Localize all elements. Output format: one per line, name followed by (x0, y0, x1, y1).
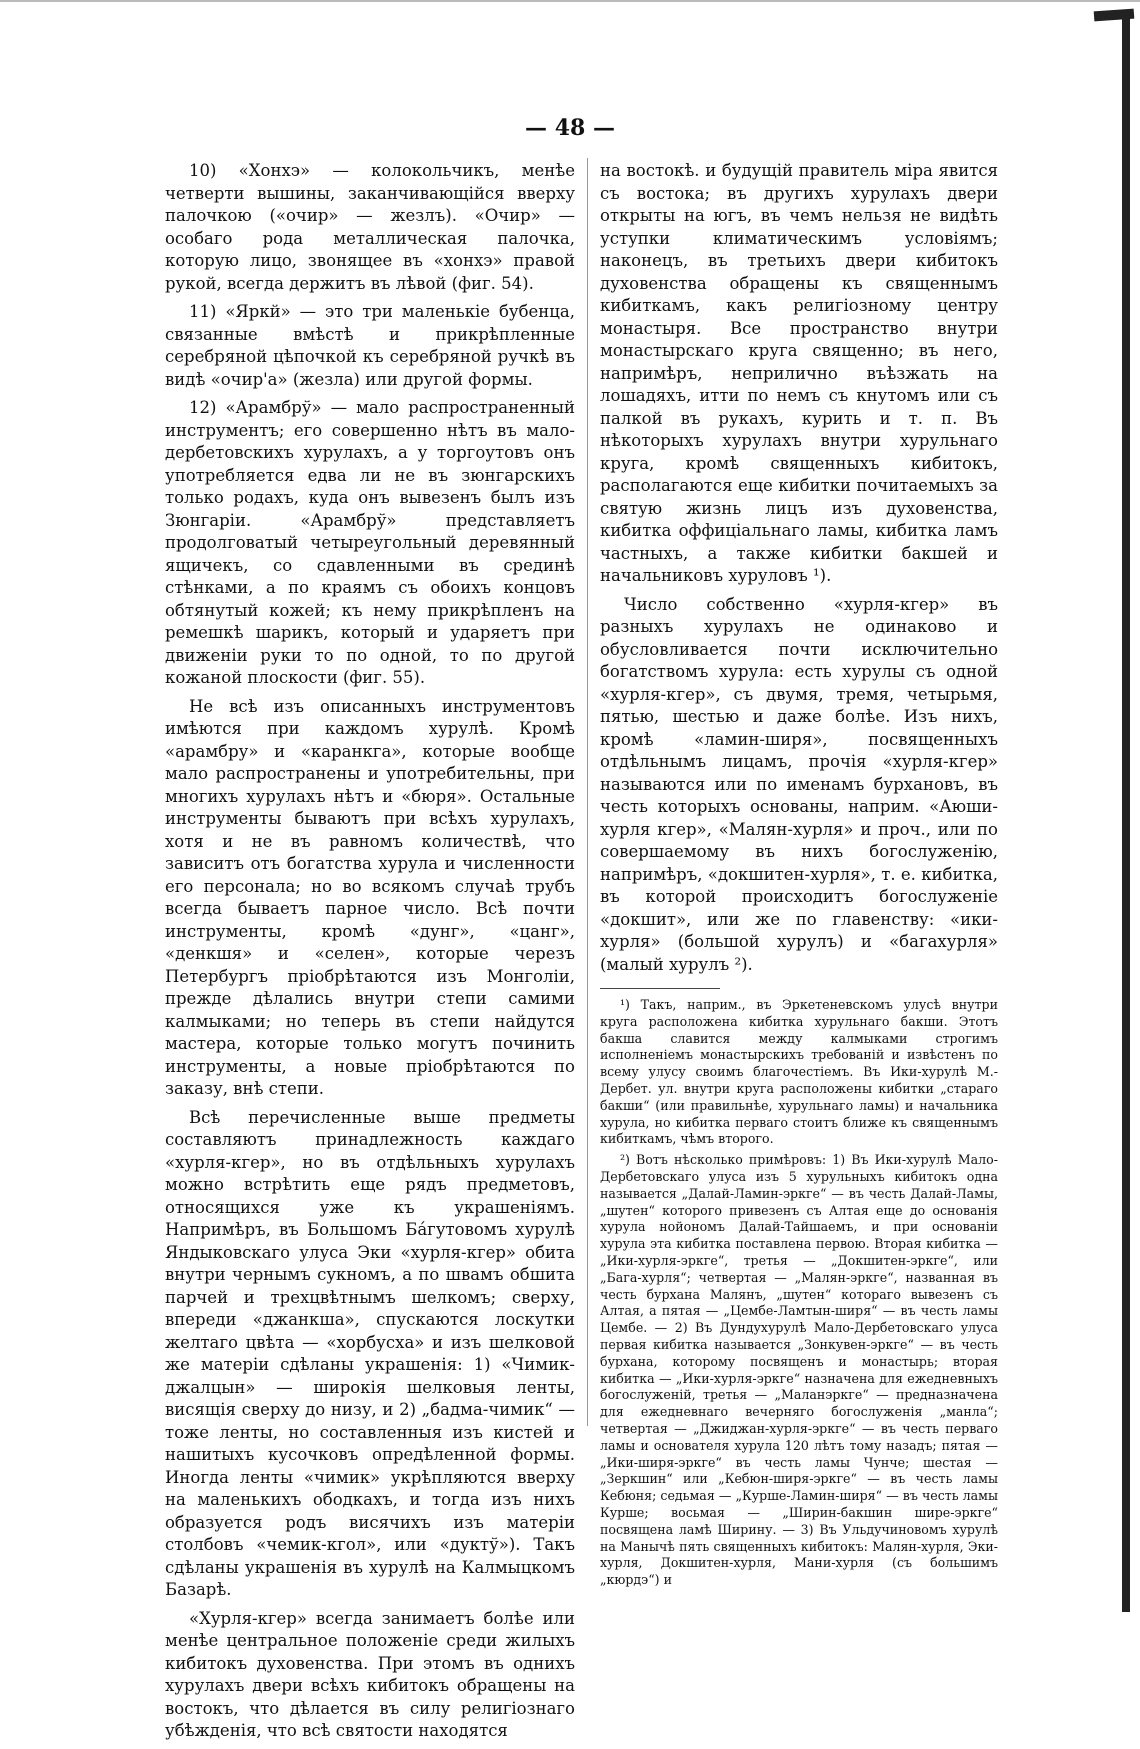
paragraph: Число собственно «хурля-кгер» въ разныхъ хурулахъ не одинаково и обусловливается почти исключительно богатствомъ хурула: есть хурулы съ одной «хурля-кгер», съ двумя, тремя, четырьмя, пятью, шестью и даже болѣе. Изъ нихъ, кромѣ «ламин-ширя», посвященныхъ отдѣльнымъ лицамъ, прочія «хурля-кгер» называются или по именамъ бурхановъ, въ честь которыхъ основаны, наприм. «Аюши-хурля кгер», «Малян-хурля» и проч., или по совершаемому въ нихъ богослуженію, напримѣръ, «докшитен-хурля», т. е. кибитка, въ которой происходитъ богослуженіе «докшит», или же по главенству: «ики-хурля» (большой хурулъ) и «багахурля» (малый хурулъ ²). (600, 594, 998, 974)
scan-edge-right (1122, 12, 1130, 1612)
page-number: — 48 — (525, 115, 615, 141)
paragraph: на востокѣ. и будущій правитель міра явится съ востока; въ другихъ хурулахъ двери открыты на югъ, въ чемъ нельзя не видѣть уступки климатическимъ условіямъ; наконецъ, въ третьихъ двери кибитокъ духовенства обращены къ священнымъ кибиткамъ, какъ религіозному центру монастыря. Все пространство внутри монастырскаго круга священно; въ него, напримѣръ, неприлично въѣзжать на лошадяхъ, итти по немъ съ кнутомъ или съ палкой въ рукахъ, курить и т. п. Въ нѣкоторыхъ хурулахъ внутри хурульнаго круга, кромѣ священныхъ кибитокъ, располагаются еще кибитки почитаемыхъ за святую жизнь лицъ изъ духовенства, кибитка оффиціальнаго ламы, кибитка ламъ частныхъ, а также кибитки бакшей и начальниковъ хуруловъ ¹). (600, 161, 998, 585)
paragraph: Не всѣ изъ описанныхъ инструментовъ имѣются при каждомъ хурулѣ. Кромѣ «арамбру» и «каранкга», которые вообще мало распространены и употребительны, при многихъ хурулахъ нѣтъ и «бюря». Остальные инструменты бываютъ при всѣхъ хурулахъ, хотя и не въ равномъ количествѣ, что зависитъ отъ богатства хурула и численности его персонала; но во всякомъ случаѣ трубъ всегда бываетъ парное число. Всѣ почти инструменты, кромѣ «дунг», «цанг», «денкшя» и «селен», которые черезъ Петербургъ пріобрѣтаются изъ Монголіи, прежде дѣлались внутри степи самими калмыками; но теперь въ степи найдутся мастера, которые только могутъ починить инструменты, а новые пріобрѣтаются по заказу, внѣ степи. (165, 696, 575, 1098)
footnote: ²) Вотъ нѣсколько примѣровъ: 1) Въ Ики-хурулѣ Мало-Дербетовскаго улуса изъ 5 хурульныхъ кибитокъ одна называется „Далай-Ламин-эркге“ — въ честь Далай-Ламы, „шутен“ которого привезенъ съ Алтая еще до основанія хурула нойономъ Далай-Тайшаемъ, и при основаніи хурула эта кибитка поставлена первою. Вторая кибитка — „Ики-хурля-эркге“, третья — „Докшитен-эркге“, или „Бага-хурля“; четвертая — „Малян-эркге“, названная въ честь бурхана Малянъ, „шутен“ котораго вывезенъ съ Алтая, а пятая — „Цембе-Ламтын-ширя“ — въ честь ламы Цембе. — 2) Въ Дундухурулѣ Мало-Дербетовскаго улуса первая кибитка называется „Зонкувен-эркге“ — въ честь бурхана, которому посвященъ и монастырь; вторая кибитка — „Ики-хурля-эркге“ назначена для ежедневныхъ богослуженій, третья — „Маланэркге“ — предназначена для ежедневнаго вечерняго богослуженія „манла“; четвертая — „Джиджан-хурля-эркге“ — въ честь перваго ламы и основателя хурула 120 лѣтъ тому назадъ; пятая — „Ики-ширя-эркге“ въ честь ламы Чунче; шестая — „Зеркшин“ или „Кебюн-ширя-эркге“ — въ честь ламы Кебюня; седьмая — „Курше-Ламин-ширя“ — въ честь ламы Курше; восьмая — „Ширин-бакшин шире-эркге“ посвящена ламѣ Ширину. — 3) Въ Ульдучиновомъ хурулѣ на Манычѣ пять священныхъ кибитокъ: Малян-хурля, Эки-хурля, Докшитен-хурля, Мани-хурля (съ большимъ „кюрдэ“) и (600, 1152, 998, 1588)
left-column (165, 160, 575, 1749)
paragraph: 11) «Яркй» — это три маленькіе бубенца, связанные вмѣстѣ и прикрѣпленные серебряной цѣпочкой къ серебряной ручкѣ въ видѣ «очир'а» (жезла) или другой формы. (165, 302, 575, 389)
paragraph: Всѣ перечисленные выше предметы составляютъ принадлежность каждаго «хурля-кгер», но въ отдѣльныхъ хурулахъ можно встрѣтить еще рядъ предметовъ, относящихся уже къ украшеніямъ. Напримѣръ, въ Большомъ Бáгутовомъ хурулѣ Яндыковскаго улуса Эки «хурля-кгер» обита внутри чернымъ сукномъ, а по швамъ обшита парчей и трехцвѣтнымъ шелкомъ; сверху, впереди «джанкша», спускаются лоскутки желтаго цвѣта — «хорбусха» и изъ шелковой же матеріи сдѣланы украшенія: 1) «Чимик-джалцын» — широкія шелковыя ленты, висящія сверху до низу, и 2) „бадма-чимик“ — тоже ленты, но составленныя изъ кистей и нашитыхъ кусочковъ опредѣленной формы. Иногда ленты «чимик» укрѣпляются вверху на маленькихъ ободкахъ, и тогда изъ нихъ образуется родъ висячихъ изъ матеріи столбовъ «чемик-кгол», или «дуктў»). Такъ сдѣланы украшенія въ хурулѣ на Калмыцкомъ Базарѣ. (165, 1107, 575, 1599)
footnotes (600, 997, 998, 1589)
paragraph: 10) «Хонхэ» — колокольчикъ, менѣе четверти вышины, заканчивающійся вверху палочкою («очир» — жезлъ). «Очир» — особаго рода металлическая палочка, которую лицо, звонящее въ «хонхэ» правой рукой, всегда держитъ въ лѣвой (фиг. 54). (165, 161, 575, 293)
paragraph: 12) «Арамбрў» — мало распространенный инструментъ; его совершенно нѣтъ въ мало-дербетовскихъ хурулахъ, а у торгоутовъ онъ употребляется едва ли не въ зюнгарскихъ только родахъ, куда онъ вывезенъ былъ изъ Зюнгаріи. «Арамбрў» представляетъ продолговатый четыреугольный деревянный ящичекъ, со сдавленными въ срединѣ стѣнками, а по краямъ съ обоихъ концовъ обтянутый кожей; къ нему прикрѣпленъ на ремешкѣ шарикъ, который и ударяетъ при движеніи руки то по одной, то по другой кожаной плоскости (фиг. 55). (165, 398, 575, 687)
footnote-divider (600, 988, 720, 989)
column-divider (587, 158, 588, 1426)
paragraph: «Хурля-кгер» всегда занимаетъ болѣе или менѣе центральное положеніе среди жилыхъ кибитокъ духовенства. При этомъ въ однихъ хурулахъ двери всѣхъ кибитокъ обращены на востокъ, что дѣлается въ силу религіознаго убѣжденія, что всѣ святости находятся (165, 1608, 575, 1740)
footnote: ¹) Такъ, наприм., въ Эркетеневскомъ улусѣ внутри круга расположена кибитка хурульнаго бакши. Этотъ бакша славится между калмыками строгимъ исполненіемъ монастырскихъ требованій и извѣстенъ по всему улусу своимъ благочестіемъ. Въ Ики-хурулѣ М.-Дербет. ул. внутри круга расположены кибитки „стараго бакши“ (или правильнѣе, хурульнаго ламы) и начальника хурула, но кибитка перваго стоитъ ближе къ священнымъ кибиткамъ, чѣмъ второго. (600, 997, 998, 1147)
scan-edge-top (0, 0, 1140, 2)
right-column (600, 160, 998, 1593)
